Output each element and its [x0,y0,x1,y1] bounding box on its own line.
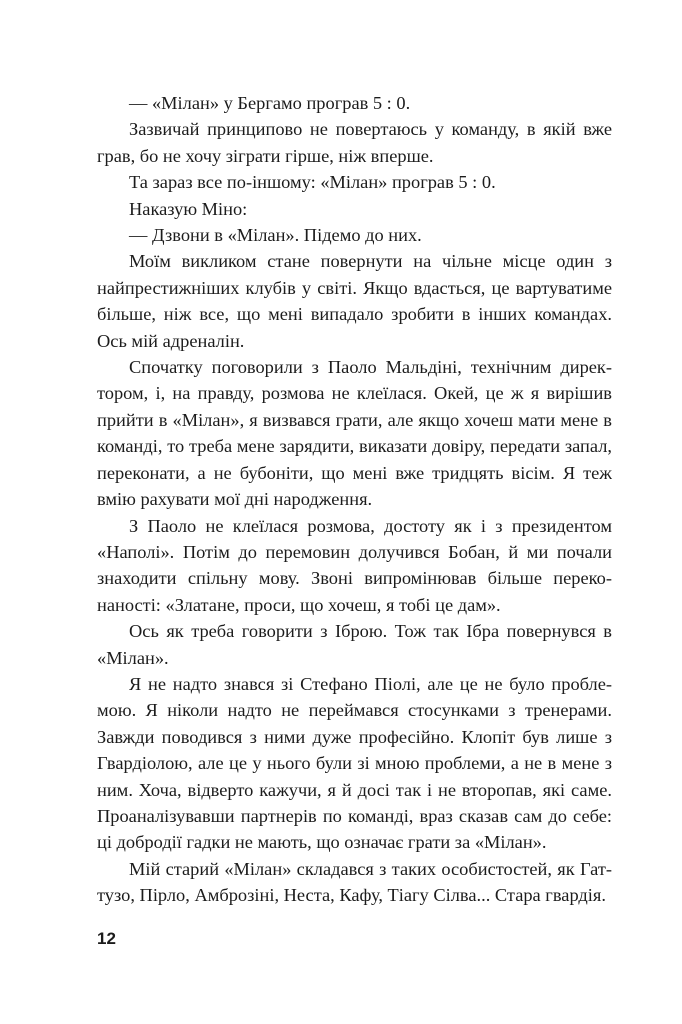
paragraph: Зазвичай принципово не повертаюсь у команду, в якій вже грав, бо не хочу зіграти гірше, ніж вперше. [97,119,612,166]
paragraph: — «Мілан» у Бергамо програв 5 : 0. [129,93,411,113]
paragraph: — Дзвони в «Мілан». Підемо до них. [129,225,422,246]
paragraph: Я не надто знався зі Стефано Піолі, але це не було проблемою. Я ніколи надто не переймався стосунками з тренерами. Завжди поводився з ними дуже професійно. Клопіт був лише з Гвардіолою, але це у нього були зі мною проблеми, а не в мене з ним. Хоча, відверто кажучи, я й досі так і не второпав, які саме. Проаналізувавши партнерів по команді, враз сказав сам до себе: ці добродії гадки не мають, що означає грати за «Мілан». [97,673,612,853]
paragraph: Ось як треба говорити з Іброю. Тож так Ібра повернувся в «Мілан». [97,621,612,668]
paragraph: Спочатку поговорили з Паоло Мальдіні, технічним директором, і, на правду, розмова не клеїлася. Окей, це ж я вирішив прийти в «Мілан», я визвався грати, але якщо хочеш мати мене в команді, то треба мене зарядити, виказати довіру, передати запал, переконати, а не бубоніти, що мені вже тридцять вісім. Я теж вмію рахувати мої дні народження. [97,357,612,510]
paragraph: Моїм викликом стане повернути на чільне місце один з найпрестижніших клубів у світі. Якщо вдасться, це вартуватиме більше, ніж все, що мені випадало зробити в інших командах. Ось мій адреналін. [97,251,612,351]
paragraph: Наказую Міно: [129,198,248,219]
paragraph: З Паоло не клеїлася розмова, достоту як і з президентом «Наполі». Потім до перемовин долучився Бобан, й ми почали знаходити спільну мову. Звоні випромінював більше переконаності: «Златане, проси, що хочеш, я тобі це дам». [97,515,612,615]
paragraph: Та зараз все по-іншому: «Мілан» програв 5 : 0. [129,172,496,193]
paragraph: Мій старий «Мілан» складався з таких особистостей, як Гаттузо, Пірло, Амброзіні, Неста, Кафу, Тіагу Сілва... Стара гвардія. [97,858,612,906]
page-number: 12 [97,929,116,948]
body-text [97,90,612,909]
